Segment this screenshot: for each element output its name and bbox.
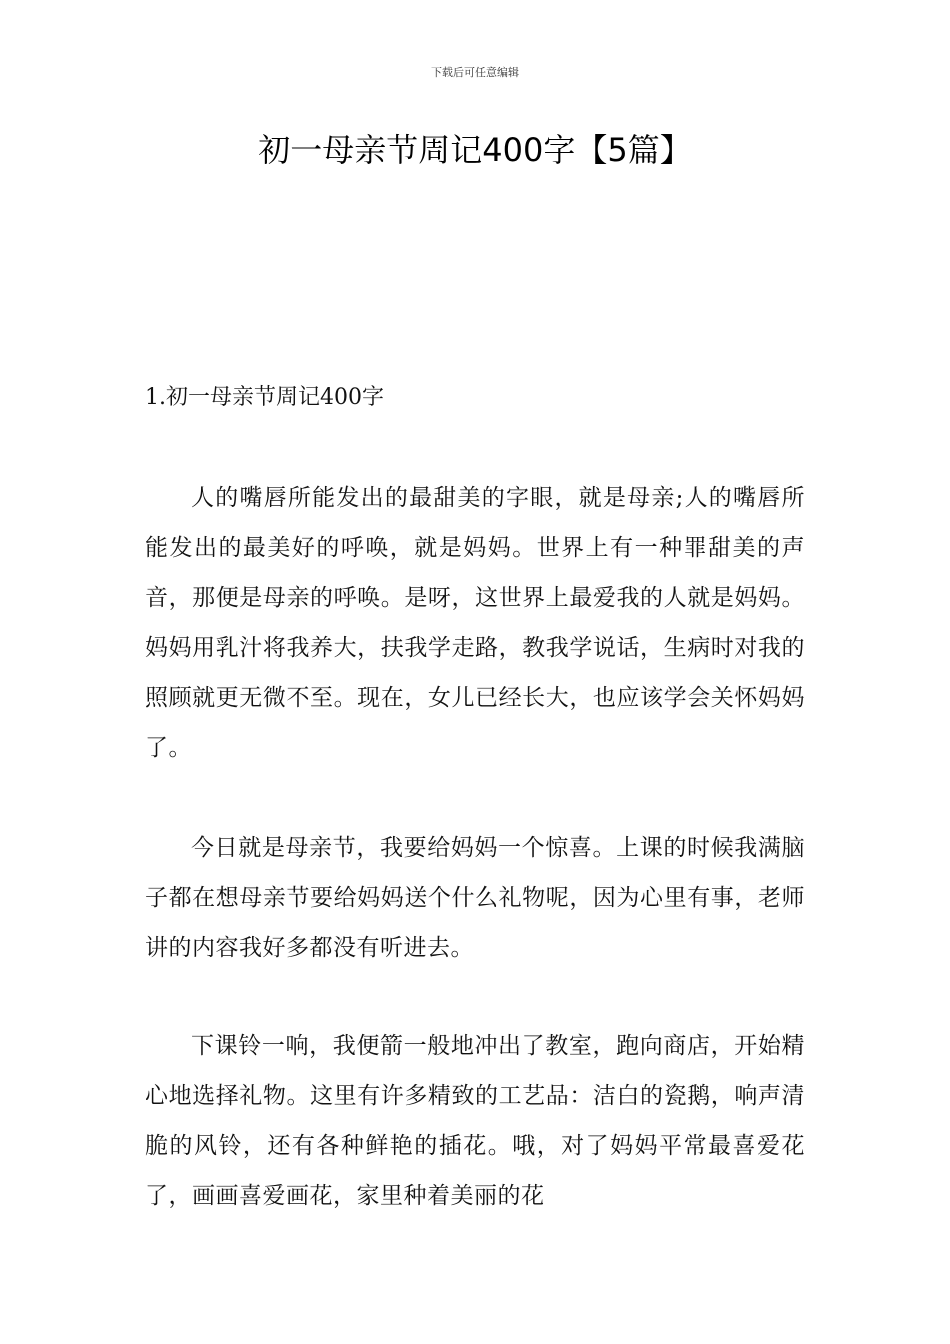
section-heading: 1.初一母亲节周记400字 xyxy=(145,385,384,410)
body-paragraph-3: 下课铃一响，我便箭一般地冲出了教室，跑向商店，开始精心地选择礼物。这里有许多精致的工艺品：洁白的瓷鹅，响声清脆的风铃，还有各种鲜艳的插花。哦，对了妈妈平常最喜爱花了，画画喜爱画花，家里种着美丽的花 xyxy=(145,1033,805,1209)
document-title: 初一母亲节周记400字【5篇】 xyxy=(258,131,692,169)
body-paragraph-1: 人的嘴唇所能发出的最甜美的字眼，就是母亲;人的嘴唇所能发出的最美好的呼唤，就是妈妈。世界上有一种罪甜美的声音，那便是母亲的呼唤。是呀，这世界上最爱我的人就是妈妈。妈妈用乳汁将我养大，扶我学走路，教我学说话，生病时对我的照顾就更无微不至。现在，女儿已经长大，也应该学会关怀妈妈了。 xyxy=(145,485,805,761)
body-paragraph-2: 今日就是母亲节，我要给妈妈一个惊喜。上课的时候我满脑子都在想母亲节要给妈妈送个什么礼物呢，因为心里有事，老师讲的内容我好多都没有听进去。 xyxy=(145,835,805,961)
header-note: 下载后可任意编辑 xyxy=(431,66,519,79)
